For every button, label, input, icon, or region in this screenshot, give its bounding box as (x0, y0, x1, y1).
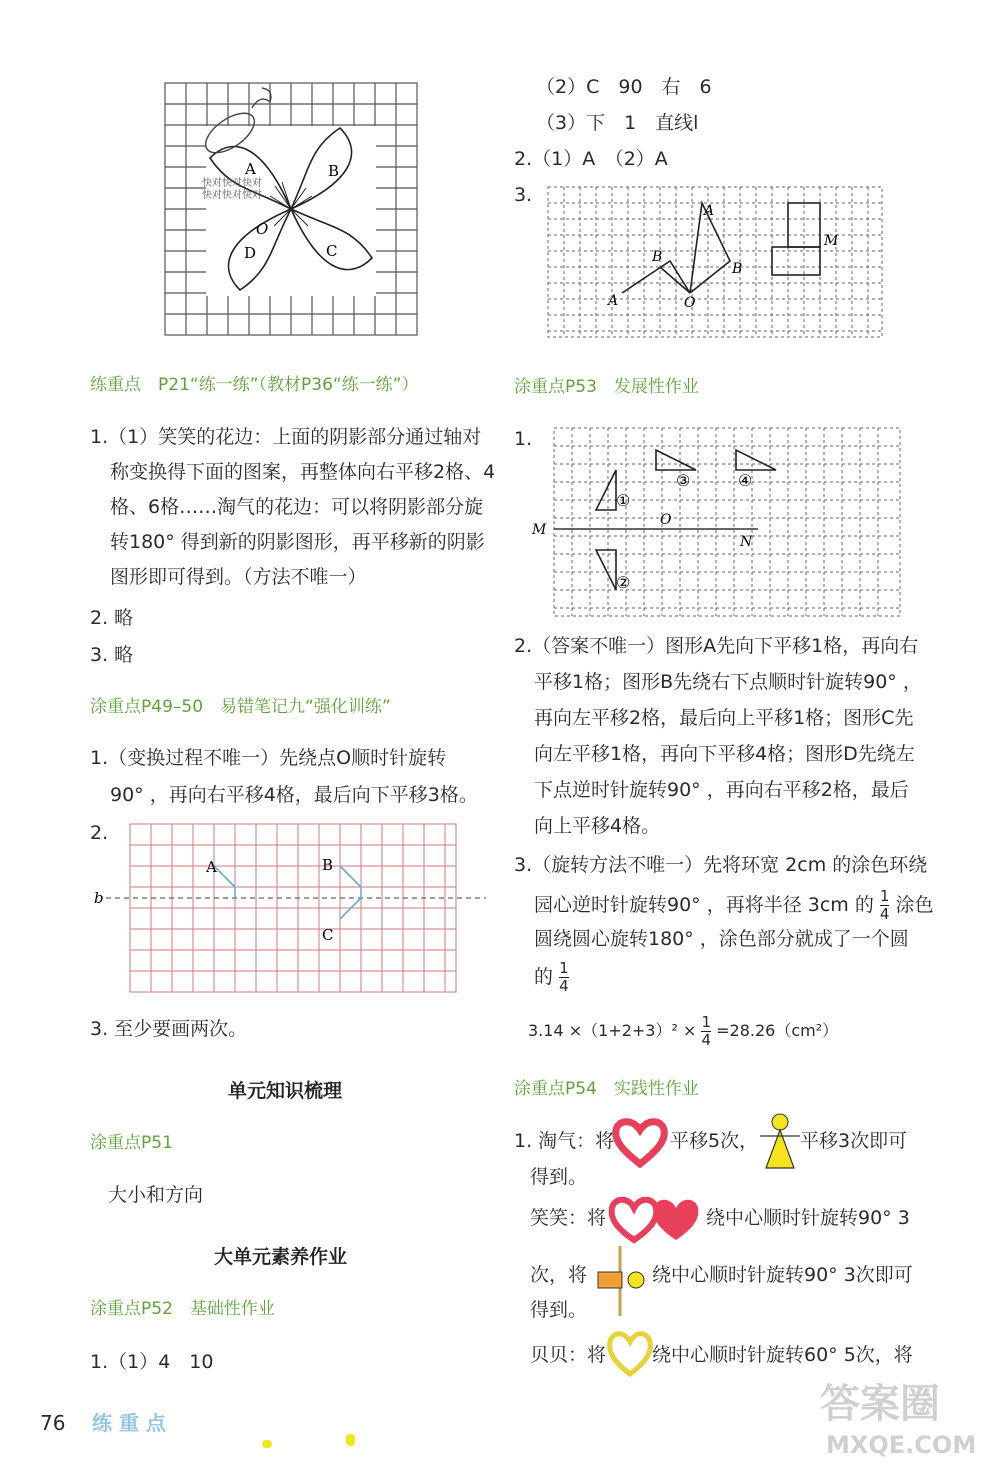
stamp-text: 快对快对快对 (202, 190, 262, 201)
answer-line: 绕中心顺时针旋转90° 3次即可 (652, 1264, 913, 1286)
answer-line: 平移3次即可 (800, 1130, 908, 1152)
answer-line: 圆绕圆心旋转180° ，涂色部分就成了一个圆 (534, 928, 909, 950)
translation-grid-figure (86, 820, 486, 1000)
line-label-b: b (94, 889, 104, 907)
fraction (701, 1014, 711, 1049)
grid-label-c: C (322, 926, 334, 944)
answer-line (534, 888, 934, 923)
circled-label-1: ① (616, 491, 631, 510)
watermark: 答案圈 (820, 1381, 940, 1427)
answer-line: 得到。 (530, 1166, 588, 1188)
numerator: 1 (701, 1013, 712, 1031)
circled-label-4: ④ (738, 471, 753, 490)
answer-line: 向上平移4格。 (534, 815, 661, 837)
grid-label-m: M (824, 233, 839, 249)
answer-line: 1.（1）笑笑的花边：上面的阴影部分通过轴对 (90, 426, 482, 448)
grid-label-n: N (740, 534, 753, 550)
answer-line: 转180° 得到新的阴影图形，再平移新的阴影 (110, 531, 485, 553)
answer-line: 1.（变换过程不唯一）先绕点O顺时针旋转 (90, 747, 447, 769)
flower-grid-figure (160, 78, 422, 340)
answer-line: 2.（1）A （2）A (514, 148, 668, 170)
answer-line: 3. (514, 184, 533, 206)
brand-name: 练 重 点 (92, 1411, 166, 1435)
text-span: 园心逆时针旋转90° ，再将半径 3cm 的 (534, 894, 874, 916)
answer-line: 3. 略 (90, 644, 134, 666)
answer-line: 2. 略 (90, 607, 134, 629)
answer-line: 图形即可得到。（方法不唯一） (110, 566, 367, 588)
text-span: 涂色 (895, 894, 934, 916)
fraction (880, 888, 890, 923)
answer-line: 再向左平移2格，最后向上平移1格；图形C先 (534, 707, 914, 729)
answer-line: 3. 至少要画两次。 (90, 1018, 248, 1040)
numerator: 1 (879, 887, 890, 905)
grid-label-m: M (532, 522, 547, 538)
section-heading: 涂重点P51 (90, 1133, 173, 1153)
answer-line: 3.（旋转方法不唯一）先将环宽 2cm 的涂色环绕 (514, 854, 928, 876)
section-heading: 涂重点P52 基础性作业 (90, 1299, 275, 1319)
label-b: B (328, 162, 340, 180)
double-heart-icon (608, 1194, 704, 1244)
grid-label-b: B (732, 261, 743, 277)
grid-label-a: A (704, 203, 715, 219)
answer-line: 平移1格；图形B先绕右下点顺时针旋转90° ， (534, 671, 922, 693)
answer-line: 格、6格……淘气的花边：可以将阴影部分旋 (110, 496, 484, 518)
label-o: O (256, 220, 269, 238)
answer-line (534, 960, 569, 995)
formula-line (528, 1014, 838, 1049)
label-a: A (245, 160, 256, 178)
section-heading: 涂重点P54 实践性作业 (514, 1079, 699, 1099)
answer-line: 笑笑：将 (530, 1207, 607, 1229)
answer-line: 1. 淘气：将 (514, 1130, 615, 1152)
grid-label-a: A (608, 293, 619, 309)
numerator: 1 (559, 959, 569, 977)
denominator: 4 (559, 977, 569, 995)
yellow-heart-icon (606, 1328, 654, 1378)
answer-line: 大小和方向 (108, 1184, 204, 1206)
fraction (559, 960, 569, 995)
section-heading: 练重点 P21“练一练”（教材P36“练一练”） (90, 375, 419, 395)
grid-label-b: B (652, 249, 663, 265)
watermark: MXQE.COM (826, 1431, 977, 1459)
answer-line: 次，将 (530, 1264, 588, 1286)
answer-line: 绕中心顺时针旋转60° 5次，将 (652, 1344, 913, 1366)
grid-label-a: A (206, 858, 217, 876)
denominator: 4 (879, 905, 890, 923)
grid-label-b: B (322, 856, 334, 874)
text-span: =28.26（cm²） (716, 1021, 839, 1040)
section-title: 大单元素养作业 (214, 1246, 348, 1268)
section-title: 单元知识梳理 (228, 1080, 343, 1102)
grid-label-o: O (684, 295, 696, 311)
denominator: 4 (701, 1031, 712, 1049)
answer-line: 2.（答案不唯一）图形A先向下平移1格，再向右 (514, 635, 919, 657)
symmetry-grid-figure (526, 424, 906, 620)
heart-icon (612, 1118, 668, 1168)
answer-line: 得到。 (530, 1299, 588, 1321)
answer-line: （3）下 1 直线l (536, 112, 699, 134)
section-heading: 涂重点P53 发展性作业 (514, 377, 699, 397)
rotated-doll-icon (588, 1244, 652, 1318)
decor-dot (346, 1434, 355, 1446)
answer-line: 贝贝：将 (530, 1344, 607, 1366)
circled-label-3: ③ (676, 471, 691, 490)
decor-dot (262, 1440, 272, 1448)
text-span: 3.14 ×（1+2+3）² × (528, 1021, 697, 1040)
text-span: 的 (534, 966, 554, 988)
answer-line: 90° ，再向右平移4格，最后向下平移3格。 (110, 784, 478, 806)
stamp-text: 快对快对快对 (202, 178, 262, 189)
doll-icon (758, 1112, 802, 1174)
answer-line: 称变换得下面的图案，再整体向右平移2格、4 (110, 461, 496, 483)
answer-line: 下点逆时针旋转90° ，再向右平移2格，最后 (534, 779, 909, 801)
answer-line: 1. (514, 428, 533, 450)
label-c: C (326, 242, 338, 260)
circled-label-2: ② (616, 573, 631, 592)
grid-label-o: O (660, 512, 672, 528)
answer-line: （2）C 90 右 6 (536, 76, 712, 98)
answer-line: 平移5次， (670, 1130, 759, 1152)
rotation-grid-figure (546, 185, 886, 340)
section-heading: 涂重点P49–50 易错笔记九“强化训练” (90, 697, 391, 717)
answer-line: 向左平移1格，再向下平移4格；图形D先绕左 (534, 743, 915, 765)
label-d: D (244, 244, 257, 262)
page-number: 76 (40, 1411, 66, 1435)
answer-line: 1.（1）4 10 (90, 1351, 214, 1373)
answer-line: 2. (90, 822, 109, 844)
answer-line: 绕中心顺时针旋转90° 3 (706, 1207, 910, 1229)
